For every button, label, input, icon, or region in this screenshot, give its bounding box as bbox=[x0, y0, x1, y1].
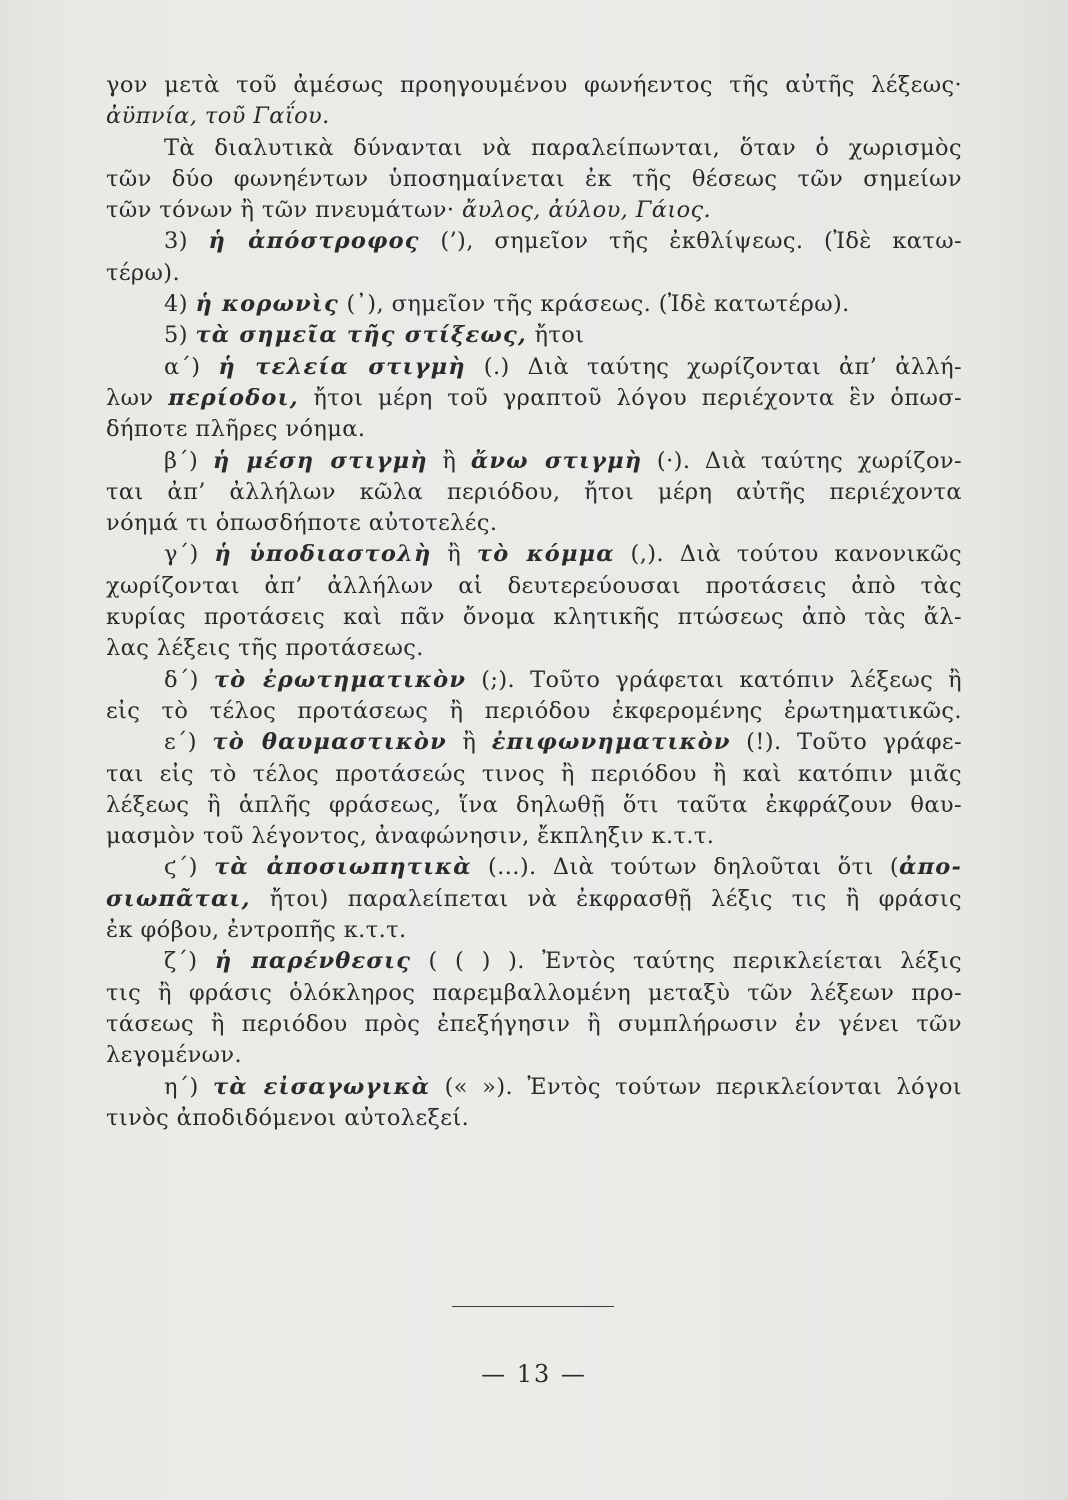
line-text: ἢ bbox=[462, 729, 477, 756]
text-line-34 bbox=[106, 1103, 962, 1134]
term-aposiopesis-cont: σιωπᾶται, bbox=[106, 885, 251, 912]
text-line-22 bbox=[106, 727, 962, 758]
text-line-6 bbox=[106, 226, 962, 257]
term-comma: τὸ κόμμα bbox=[476, 541, 615, 568]
text-line-24 bbox=[106, 790, 962, 821]
term-interjection: ἐπιφωνηματικὸν bbox=[491, 729, 731, 756]
line-text: μασμὸν τοῦ λέγοντος, ἀναφώνησιν, ἔκπληξιν κ.τ.τ. bbox=[106, 823, 715, 850]
term-apostrophe: ἡ ἀπόστροφος bbox=[208, 228, 420, 255]
text-line-23 bbox=[106, 759, 962, 790]
line-text: γον μετὰ τοῦ ἀμέσως προηγουμένου φωνήεντος τῆς αὐτῆς λέξεως· bbox=[106, 72, 962, 98]
text-line-18 bbox=[106, 602, 962, 633]
line-text: εἰς τὸ τέλος προτάσεως ἢ περιόδου ἐκφερομένης ἐρωτηματικῶς. bbox=[106, 697, 962, 724]
term-coronis: ἡ κορωνὶς bbox=[195, 291, 339, 318]
item-letter: ε΄) bbox=[164, 729, 197, 756]
line-text: τέρω). bbox=[106, 259, 181, 286]
page-number: — 13 — bbox=[481, 1360, 587, 1388]
item-letter: γ΄) bbox=[164, 541, 199, 568]
term-question-mark: τὸ ἐρωτηματικὸν bbox=[213, 666, 467, 693]
text-line-32 bbox=[106, 1040, 962, 1071]
body-text bbox=[106, 70, 962, 1134]
text-line-16 bbox=[106, 539, 962, 570]
line-text: (’), σημεῖον τῆς ἐκθλίψεως. (Ἰδὲ κατω- bbox=[440, 228, 962, 255]
text-line-26 bbox=[106, 852, 962, 883]
line-text: ἤτοι bbox=[534, 322, 585, 349]
text-line-15 bbox=[106, 508, 962, 539]
line-text: λας λέξεις τῆς προτάσεως. bbox=[106, 635, 424, 662]
item-letter: ζ΄) bbox=[164, 948, 198, 975]
item-letter: ϛ΄) bbox=[164, 854, 198, 881]
term-hypodiastole: ἡ ὑποδιαστολὴ bbox=[214, 541, 432, 568]
item-letter: β΄) bbox=[164, 447, 199, 474]
text-line-17 bbox=[106, 571, 962, 602]
item-number: 5) bbox=[164, 322, 188, 349]
text-line-27 bbox=[106, 884, 962, 915]
text-line-28 bbox=[106, 915, 962, 946]
line-text: λέξεως ἢ ἁπλῆς φράσεως, ἵνα δηλωθῇ ὅτι ταῦτα ἐκφράζουν θαυ- bbox=[106, 791, 962, 818]
term-quotation-marks: τὰ εἰσαγωγικὰ bbox=[213, 1073, 431, 1100]
term-exclamation: τὸ θαυμαστικὸν bbox=[212, 729, 447, 756]
term-punctuation-marks: τὰ σημεῖα τῆς στίξεως, bbox=[195, 322, 527, 349]
line-text: Τὰ διαλυτικὰ δύνανται νὰ παραλείπωνται, ὅταν ὁ χωρισμὸς bbox=[164, 134, 962, 161]
text-line-8 bbox=[106, 289, 962, 320]
line-text: λων bbox=[106, 384, 154, 411]
term-ellipsis: τὰ ἀποσιωπητικὰ bbox=[214, 854, 472, 881]
text-line-5 bbox=[106, 195, 962, 226]
line-text: ( ( ) ). Ἐντὸς ταύτης περικλείεται λέξις bbox=[428, 948, 962, 975]
text-line-2 bbox=[106, 101, 962, 132]
line-text: ἢ bbox=[447, 541, 462, 568]
text-line-19 bbox=[106, 633, 962, 664]
line-text: χωρίζονται ἀπ’ ἀλλήλων αἱ δευτερεύουσαι προτάσεις ἀπὸ τὰς bbox=[106, 572, 962, 599]
text-line-7 bbox=[106, 258, 962, 289]
line-text: δήποτε πλῆρες νόημα. bbox=[106, 416, 366, 443]
line-text: τάσεως ἢ περιόδου πρὸς ἐπεξήγησιν ἢ συμπλήρωσιν ἐν γένει τῶν bbox=[106, 1010, 962, 1037]
line-text: (;). Τοῦτο γράφεται κατόπιν λέξεως ἢ bbox=[481, 666, 962, 693]
term-periods: περίοδοι, bbox=[168, 384, 299, 411]
text-line-12 bbox=[106, 414, 962, 445]
line-text: (!). Τοῦτο γράφε- bbox=[746, 729, 962, 756]
text-line-3 bbox=[106, 133, 962, 164]
text-line-9 bbox=[106, 320, 962, 351]
line-text: (᾿), σημεῖον τῆς κράσεως. (Ἰδὲ κατωτέρω). bbox=[346, 291, 850, 318]
item-number: 3) bbox=[164, 228, 188, 255]
text-line-30 bbox=[106, 978, 962, 1009]
line-text: ται ἀπ’ ἀλλήλων κῶλα περιόδου, ἤτοι μέρη αὐτῆς περιέχοντα bbox=[106, 478, 962, 505]
text-line-4 bbox=[106, 164, 962, 195]
text-line-21 bbox=[106, 696, 962, 727]
italic-example: ἀϋπνία, τοῦ Γαΐου. bbox=[106, 103, 330, 130]
line-text: ἤτοι) παραλείπεται νὰ ἐκφρασθῇ λέξις τις ἢ φράσις bbox=[269, 885, 962, 912]
line-text: ἤτοι μέρη τοῦ γραπτοῦ λόγου περιέχοντα ἓν ὁπωσ- bbox=[313, 384, 962, 411]
text-line-20 bbox=[106, 665, 962, 696]
line-text: (·). Διὰ ταύτης χωρίζον- bbox=[656, 447, 962, 474]
text-line-31 bbox=[106, 1009, 962, 1040]
footer-divider bbox=[452, 1306, 614, 1307]
line-text: (,). Διὰ τούτου κανονικῶς bbox=[630, 541, 962, 568]
term-aposiopesis: ἀπο- bbox=[899, 854, 962, 881]
term-middle-dot: ἡ μέση στιγμὴ bbox=[212, 447, 428, 474]
text-line-1 bbox=[106, 70, 962, 101]
line-text: τις ἢ φράσις ὁλόκληρος παρεμβαλλομένη μεταξὺ τῶν λέξεων προ- bbox=[106, 979, 962, 1006]
italic-example: ἄυλος, ἀύλου, Γάιος. bbox=[461, 197, 712, 224]
term-upper-dot: ἄνω στιγμὴ bbox=[470, 447, 643, 474]
item-letter: δ΄) bbox=[164, 666, 199, 693]
line-text: τῶν τόνων ἢ τῶν πνευμάτων· bbox=[106, 197, 455, 224]
line-text: ται εἰς τὸ τέλος προτάσεώς τινος ἢ περιόδου ἢ καὶ κατόπιν μιᾶς bbox=[106, 760, 962, 787]
text-line-33 bbox=[106, 1072, 962, 1103]
line-text: νόημά τι ὁπωσδήποτε αὐτοτελές. bbox=[106, 510, 498, 537]
text-line-25 bbox=[106, 821, 962, 852]
line-text: (.) Διὰ ταύτης χωρίζονται ἀπ’ ἀλλή- bbox=[483, 353, 962, 380]
line-text: τῶν δύο φωνηέντων ὑποσημαίνεται ἐκ τῆς θέσεως τῶν σημείων bbox=[106, 165, 962, 192]
text-line-29 bbox=[106, 946, 962, 977]
text-line-14 bbox=[106, 477, 962, 508]
text-line-10 bbox=[106, 352, 962, 383]
text-line-13 bbox=[106, 446, 962, 477]
term-parenthesis: ἡ παρένθεσις bbox=[214, 948, 412, 975]
item-letter: η΄) bbox=[164, 1073, 199, 1100]
item-letter: α΄) bbox=[164, 353, 201, 380]
line-text: τινὸς ἀποδιδόμενοι αὐτολεξεί. bbox=[106, 1104, 470, 1131]
line-text: (...). Διὰ τούτων δηλοῦται ὅτι ( bbox=[488, 854, 900, 881]
term-full-stop: ἡ τελεία στιγμὴ bbox=[218, 353, 466, 380]
line-text: λεγομένων. bbox=[106, 1042, 243, 1069]
item-number: 4) bbox=[164, 291, 188, 318]
text-line-11 bbox=[106, 383, 962, 414]
line-text: ἢ bbox=[442, 447, 457, 474]
line-text: κυρίας προτάσεις καὶ πᾶν ὄνομα κλητικῆς πτώσεως ἀπὸ τὰς ἄλ- bbox=[106, 604, 962, 631]
line-text: (« »). Ἐντὸς τούτων περικλείονται λόγοι bbox=[444, 1073, 962, 1100]
line-text: ἐκ φόβου, ἐντροπῆς κ.τ.τ. bbox=[106, 917, 407, 944]
